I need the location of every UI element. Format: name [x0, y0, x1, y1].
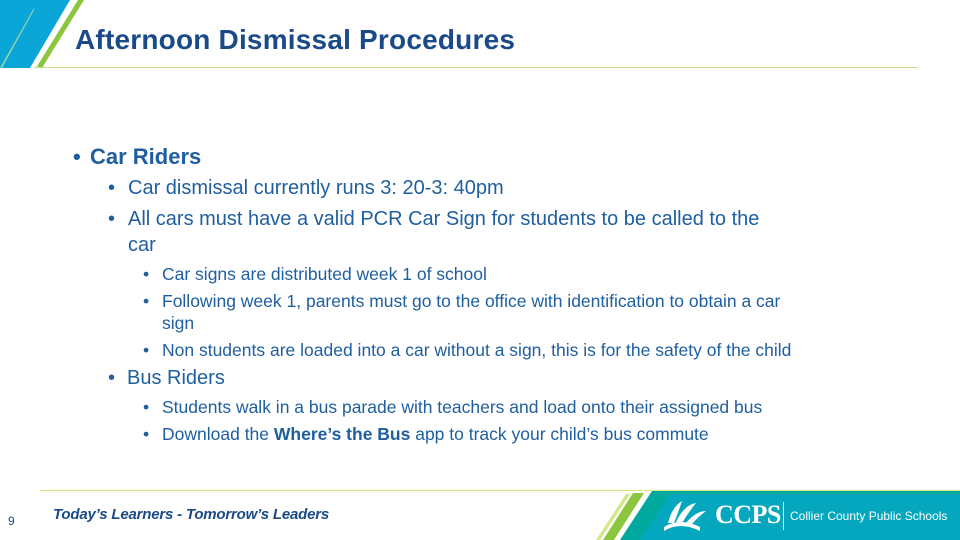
slide-title: Afternoon Dismissal Procedures — [75, 24, 516, 55]
app-name: Where’s the Bus — [273, 424, 411, 444]
logo-text: CCPS — [715, 500, 781, 529]
logo-divider — [783, 502, 784, 530]
list-item-continuation: car — [128, 234, 156, 256]
logo-subtext: Collier County Public Schools — [790, 509, 948, 523]
slide: Afternoon Dismissal Procedures • Car Riders • Car dismissal currently runs 3: 20-3: 40pm • All cars must have a valid PCR Car Sign for students to be called to the car • Car signs are distributed week 1 of school • Following week 1, parents must go to the office with identification to obtain a car sign • Non students are loaded into a car without a sign, this is for the safety of the child • Bus Riders • Students walk in a bus parade with teachers and load onto their assigned bus • Download the Where’s the Bus app to track your child’s bus commute 9 Today’s Learners - Tomorrow’s Leaders CCPS Collier County Public Schools — [0, 0, 960, 540]
section-label-car-riders: Car Riders — [90, 144, 202, 169]
footer-tagline: Today’s Learners - Tomorrow’s Leaders — [53, 506, 330, 523]
section-label-bus-riders: Bus Riders — [127, 367, 225, 389]
bullet-dot: • — [73, 144, 81, 169]
page-number: 9 — [8, 514, 15, 528]
list-item-continuation: sign — [162, 313, 195, 333]
